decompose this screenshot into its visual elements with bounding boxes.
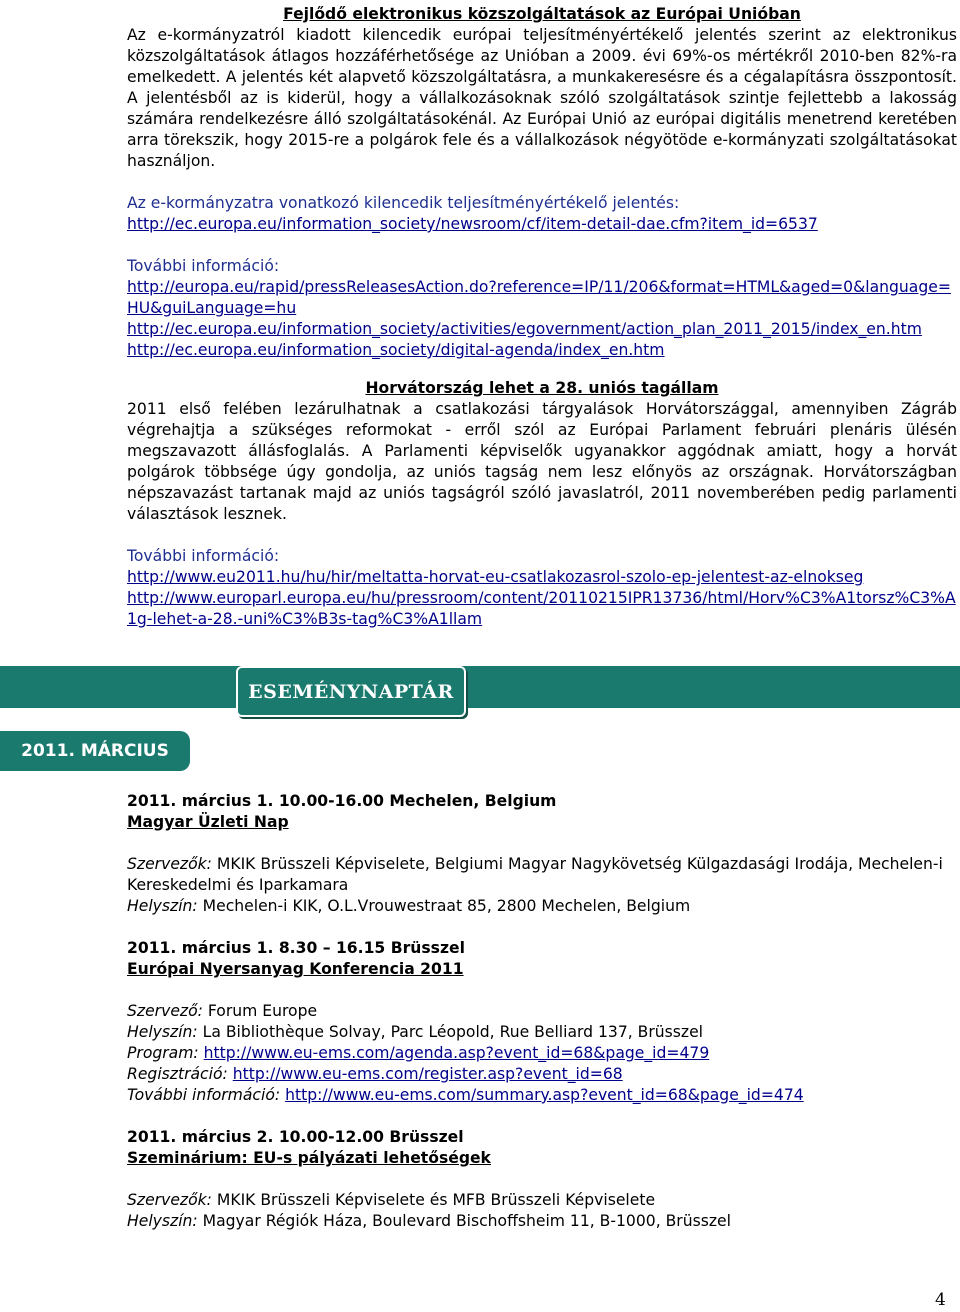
more-info-label: További információ:: [127, 257, 280, 275]
calendar-banner-title: ESEMÉNYNAPTÁR: [236, 666, 466, 717]
event-organizer: Szervező: Forum Europe: [127, 1002, 318, 1020]
event-venue: Helyszín: Mechelen-i KIK, O.L.Vrouwestraat 85, 2800 Mechelen, Belgium: [127, 897, 691, 915]
event-date: 2011. március 1. 8.30 – 16.15 Brüsszel: [127, 939, 465, 957]
registration-link[interactable]: http://www.eu-ems.com/register.asp?event_id=68: [232, 1065, 623, 1083]
event-venue: Helyszín: La Bibliothèque Solvay, Parc Léopold, Rue Belliard 137, Brüsszel: [127, 1023, 704, 1041]
report-link[interactable]: http://ec.europa.eu/information_society/newsroom/cf/item-detail-dae.cfm?item_id=6537: [127, 215, 818, 233]
event-name: Európai Nyersanyag Konferencia 2011: [127, 960, 464, 978]
article-title: Horvátország lehet a 28. uniós tagállam: [365, 379, 719, 397]
more-info-link-1[interactable]: http://www.eu2011.hu/hu/hir/meltatta-horvat-eu-csatlakozasrol-szolo-ep-jelentest-az-elnokseg: [127, 568, 864, 586]
more-info-link-2[interactable]: http://www.europarl.europa.eu/hu/pressroom/content/20110215IPR13736/html/Horv%C3%A1torsz%C3%A1g-lehet-a-28.-uni%C3%B3s-tag%C3%A1llam: [127, 589, 956, 628]
article-croatia: [127, 378, 957, 630]
event-date: 2011. március 2. 10.00-12.00 Brüsszel: [127, 1128, 464, 1146]
event-item: [127, 1127, 957, 1232]
more-info-link-2[interactable]: http://ec.europa.eu/information_society/activities/egovernment/action_plan_2011_2015/index_en.htm: [127, 320, 922, 338]
event-date: 2011. március 1. 10.00-16.00 Mechelen, Belgium: [127, 792, 557, 810]
more-info-label: További információ:: [127, 547, 280, 565]
more-info-link[interactable]: http://www.eu-ems.com/summary.asp?event_id=68&page_id=474: [285, 1086, 804, 1104]
event-name: Magyar Üzleti Nap: [127, 813, 289, 831]
article-egovernment: [127, 4, 957, 361]
event-organizer: Szervezők: MKIK Brüsszeli Képviselete és MFB Brüsszeli Képviselete: [127, 1191, 656, 1209]
article-body: Az e-kormányzatról kiadott kilencedik európai teljesítményértékelő jelentés szerint az elektronikus közszolgáltatások átlagos hozzáférhetősége az Unióban a 2009. évi 69%-os mértékről 2010-ben 82%-ra emelkedett. A jelentés két alapvető közszolgáltatásra, a munkakeresésre és a cégalapításra összpontosít. A jelentésből az is kiderül, hogy a vállalkozásoknak szóló szolgáltatások szintje fejlettebb a lakosság számára rendelkezésre álló szolgáltatásokénál. Az Európai Unió az európai digitális menetrend keretében arra törekszik, hogy 2015-re a polgárok fele és a vállalkozások négyötöde e-kormányzati szolgáltatásokat használjon.: [127, 26, 957, 170]
banner-bar: [0, 666, 960, 708]
event-item: [127, 791, 957, 917]
event-program: Program: http://www.eu-ems.com/agenda.asp?event_id=68&page_id=479: [127, 1044, 710, 1062]
article-body: 2011 első felében lezárulhatnak a csatlakozási tárgyalások Horvátországgal, amennyiben Zágráb végrehajtja a szükséges reformokat - erről szól az Európai Parlament februári plenáris ülésén megszavazott állásfoglalás. A Parlamenti képviselők ugyanakkor aggódnak amiatt, hogy a horvát polgárok többsége úgy gondolja, az uniós tagság nem lesz előnyös az országnak. Horvátországban népszavazást tartanak majd az uniós tagságról szóló javaslatról, 2011 novemberében pedig parlamenti választások lesznek.: [127, 400, 957, 523]
program-link[interactable]: http://www.eu-ems.com/agenda.asp?event_id=68&page_id=479: [203, 1044, 710, 1062]
page-number: 4: [935, 1290, 946, 1310]
more-info-link-1[interactable]: http://europa.eu/rapid/pressReleasesAction.do?reference=IP/11/206&format=HTML&aged=0&language=HU&guiLanguage=hu: [127, 278, 951, 317]
month-tab: 2011. MÁRCIUS: [0, 731, 190, 771]
event-more-info: További információ: http://www.eu-ems.com/summary.asp?event_id=68&page_id=474: [127, 1086, 804, 1104]
events-list: [127, 791, 957, 1232]
event-venue: Helyszín: Magyar Régiók Háza, Boulevard Bischoffsheim 11, B-1000, Brüsszel: [127, 1212, 731, 1230]
event-registration: Regisztráció: http://www.eu-ems.com/register.asp?event_id=68: [127, 1065, 623, 1083]
event-item: [127, 938, 957, 1106]
more-info-link-3[interactable]: http://ec.europa.eu/information_society/digital-agenda/index_en.htm: [127, 341, 665, 359]
article-title: Fejlődő elektronikus közszolgáltatások az Európai Unióban: [283, 5, 801, 23]
event-organizer: Szervezők: MKIK Brüsszeli Képviselete, Belgiumi Magyar Nagykövetség Külgazdasági Irodája, Mechelen-i Kereskedelmi és Iparkamara: [127, 855, 943, 894]
event-name: Szeminárium: EU-s pályázati lehetőségek: [127, 1149, 491, 1167]
report-label: Az e-kormányzatra vonatkozó kilencedik teljesítményértékelő jelentés:: [127, 194, 680, 212]
